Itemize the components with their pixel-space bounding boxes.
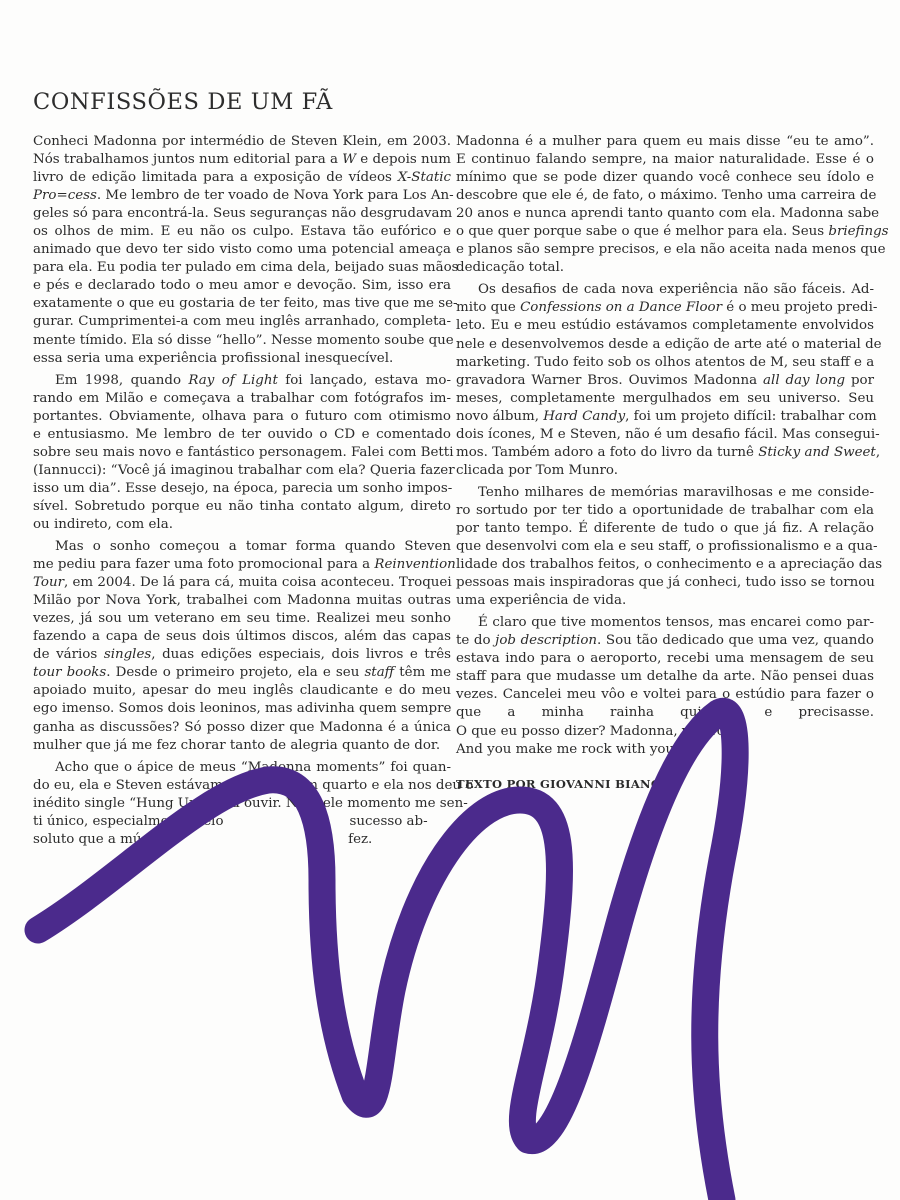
text-run: É claro que tive momentos tensos, mas encarei como par- <box>478 615 874 631</box>
text-run: dedicação total. <box>456 260 564 276</box>
text-line <box>33 759 451 777</box>
italic-term: X-Static <box>397 170 451 186</box>
text-line <box>33 813 451 831</box>
text-line <box>456 520 874 538</box>
text-run: Em 1998, quando <box>55 372 189 388</box>
text-line <box>456 241 886 259</box>
text-run: soluto que a música <box>33 831 169 847</box>
text-line <box>33 646 451 664</box>
text-run: Tenho milhares de memórias maravilhosas e me conside- <box>478 484 874 500</box>
text-run: ou indireto, com ela. <box>33 516 173 532</box>
text-line <box>33 332 454 350</box>
text-line <box>33 831 451 849</box>
italic-term: Hard Candy <box>543 408 626 424</box>
text-line <box>33 241 451 259</box>
italic-term: Ray of Light <box>188 372 278 388</box>
text-run: . Me lembro de ter voado de Nova York para Los An- <box>96 188 454 204</box>
text-run: inédito single “Hung Up” para ouvir. Naquele momento me sen- <box>33 795 468 811</box>
text-run: O que eu posso dizer? Madonna, you rock! <box>456 723 746 739</box>
text-run: meses, completamente mergulhados em seu universo. Seu <box>456 390 874 406</box>
text-line <box>33 205 451 223</box>
italic-term: tour books <box>33 665 107 681</box>
text-line <box>33 277 451 295</box>
text-line <box>33 295 458 313</box>
text-run: Acho que o ápice de meus “Madonna moments” foi quan- <box>55 759 451 775</box>
text-run: descobre que ele é, de fato, o máximo. Tenho uma carreira de <box>456 188 877 204</box>
text-line <box>33 795 468 813</box>
text-run: Conheci Madonna por intermédio de Steven Klein, em 2003. <box>33 134 451 149</box>
text-run: essa seria uma experiência profissional inesquecível. <box>33 350 394 366</box>
text-line <box>33 737 451 755</box>
text-line <box>456 592 874 610</box>
text-run: livro de edição limitada para a exposição de vídeos <box>33 170 398 186</box>
text-line <box>456 462 874 480</box>
text-run: novo álbum, <box>456 408 544 424</box>
text-run: por <box>845 372 874 388</box>
text-run: isso um dia”. Esse desejo, na época, parecia um sonho impos- <box>33 480 453 496</box>
text-run: mente tímido. Ela só disse “hello”. Nesse momento soube que <box>33 332 454 348</box>
text-run: staff para que mudasse um detalhe da arte. Não pensei duas <box>456 669 874 685</box>
text-run: Nós trabalhamos juntos num editorial para a <box>33 152 343 168</box>
text-run: do eu, ela e Steven estávamos juntos num quarto e ela nos deu o <box>33 777 474 793</box>
text-line <box>33 516 451 534</box>
text-run: , duas edições especiais, dois livros e três <box>151 647 451 663</box>
italic-term: Tour <box>33 575 64 591</box>
text-run: de vários <box>33 647 104 663</box>
text-line <box>456 614 874 632</box>
text-run: , <box>875 444 881 460</box>
text-line <box>456 169 874 187</box>
italic-term: briefings <box>828 224 889 240</box>
text-run: mínimo que se pode dizer quando você conhece seu ídolo e <box>456 170 874 186</box>
italic-term: W <box>342 152 356 168</box>
text-run: E continuo falando sempre, na maior naturalidade. Esse é o <box>456 152 874 168</box>
text-run: e planos são sempre precisos, e ela não aceita nada menos que <box>456 242 886 258</box>
text-line <box>456 556 883 574</box>
text-run: animado que devo ter sido visto como uma potencial ameaça <box>33 242 451 258</box>
text-line <box>33 151 451 169</box>
text-line <box>456 281 874 299</box>
text-run: Os desafios de cada nova experiência não são fáceis. Ad- <box>478 282 874 298</box>
text-line <box>33 719 451 737</box>
text-line <box>33 372 451 390</box>
text-run: têm me <box>394 665 452 681</box>
text-run: leto. Eu e meu estúdio estávamos completamente envolvidos <box>456 318 874 334</box>
text-run: foi lançado, estava mo- <box>277 372 451 388</box>
text-run: ego imenso. Somos dois leoninos, mas adivinha quem sempre <box>33 701 452 717</box>
text-run: pessoas mais inspiradoras que já conheci, tudo isso se tornou <box>456 575 875 591</box>
text-run: que a minha rainha quisesse e precisasse. <box>456 705 874 721</box>
text-run: ti único, especialmente pelo <box>33 813 224 829</box>
text-line <box>456 259 874 277</box>
text-line <box>456 668 874 686</box>
text-run: mos. Também adoro a foto do livro da turnê <box>456 444 759 460</box>
text-line <box>456 538 878 556</box>
text-run: , em 2004. De lá para cá, muita coisa aconteceu. Troquei <box>63 575 452 591</box>
text-line <box>33 777 474 795</box>
text-line <box>456 650 874 668</box>
text-line <box>456 502 874 520</box>
italic-term: singles <box>103 647 152 663</box>
text-run: gurar. Cumprimentei-a com meu inglês arranhado, completa- <box>33 314 451 330</box>
text-run: exatamente o que eu gostaria de ter feito, mas tive que me se- <box>33 296 458 312</box>
text-line <box>33 480 451 498</box>
italic-term: Confessions on a Dance Floor <box>520 300 723 316</box>
text-line <box>33 169 451 187</box>
text-run: . Desde o primeiro projeto, ela e seu <box>106 665 365 681</box>
text-line <box>456 187 877 205</box>
text-run: geles só para encontrá-la. Seus seguranças não desgrudavam <box>33 206 453 222</box>
text-run: que desenvolvi com ela e seu staff, o profissionalismo e a qua- <box>456 539 878 555</box>
text-run: lidade dos trabalhos feitos, o conhecimento e a apreciação das <box>456 557 883 573</box>
text-line <box>456 574 874 592</box>
text-run: ganha as discussões? Só posso dizer que Madonna é a única <box>33 719 451 735</box>
text-run: apoiado muito, apesar do meu inglês claudicante e do meu <box>33 683 451 699</box>
text-line <box>456 299 878 317</box>
text-run: marketing. Tudo feito sob os olhos atentos de M, seu staff e a <box>456 354 875 370</box>
text-line <box>33 628 451 646</box>
text-run: mulher que já me fez chorar tanto de alegria quanto de dor. <box>33 737 441 753</box>
text-run: Mas o sonho começou a tomar forma quando Steven <box>55 539 451 555</box>
text-line <box>33 498 451 516</box>
text-run: clicada por Tom Munro. <box>456 462 619 478</box>
text-run: e pés e declarado todo o meu amor e devoção. Sim, isso era <box>33 278 451 294</box>
text-line <box>456 336 882 354</box>
text-line <box>456 484 874 502</box>
italic-term: Sticky and Sweet <box>758 444 876 460</box>
italic-term: Reinvention <box>374 557 456 573</box>
text-line <box>33 390 451 408</box>
text-line <box>33 682 451 700</box>
text-line <box>456 372 874 390</box>
text-run: os olhos de mim. E eu não os culpo. Estava tão eufórico e <box>33 224 451 240</box>
text-run: Madonna é a mulher para quem eu mais disse “eu te amo”. <box>456 134 874 149</box>
text-line <box>456 426 880 444</box>
text-run: estava indo para o aeroporto, recebi uma mensagem de seu <box>456 651 874 667</box>
text-run: e depois num <box>356 152 451 168</box>
text-line <box>33 574 451 592</box>
text-line <box>456 133 874 151</box>
text-line <box>456 444 881 462</box>
article-title: CONFISSÕES DE UM FÃ <box>33 89 333 115</box>
text-line <box>456 151 874 169</box>
text-run: vezes, já sou um veterano em seu time. Realizei meu sonho <box>33 611 451 627</box>
text-run: , foi um projeto difícil: trabalhar com <box>625 408 877 424</box>
text-run: vezes. Cancelei meu vôo e voltei para o estúdio para fazer o <box>456 687 874 703</box>
text-line <box>456 632 874 650</box>
text-line <box>33 350 451 368</box>
text-line <box>33 444 454 462</box>
text-line <box>33 592 451 610</box>
italic-term: staff <box>364 665 395 681</box>
text-line <box>456 741 874 759</box>
text-line <box>33 700 451 718</box>
left-column <box>33 133 474 849</box>
text-run: e entusiasmo. Me lembro de ter ouvido o CD e comentado <box>33 426 451 442</box>
text-run: rando em Milão e começava a trabalhar com fotógrafos im- <box>33 390 451 406</box>
text-run: te do <box>456 633 496 649</box>
text-line <box>456 354 874 372</box>
text-run: mito que <box>456 300 521 316</box>
text-run: sível. Sobretudo porque eu não tinha contato algum, direto <box>33 498 451 514</box>
text-run: para ela. Eu podia ter pulado em cima dela, beijado suas mãos <box>33 260 459 276</box>
text-line <box>33 259 459 277</box>
text-line <box>456 317 874 335</box>
text-run: And you make me rock with you. <box>456 741 679 757</box>
text-run: fazendo a capa de seus dois últimos discos, além das capas <box>33 629 451 645</box>
text-run: . Sou tão dedicado que uma vez, quando <box>597 633 874 649</box>
text-line <box>33 313 451 331</box>
text-run: sucesso ab- <box>349 813 428 829</box>
text-line <box>33 187 454 205</box>
text-run: fez. <box>348 831 373 847</box>
text-line <box>456 223 889 241</box>
text-line <box>33 610 451 628</box>
text-line <box>456 205 880 223</box>
text-run: (Iannucci): “Você já imaginou trabalhar com ela? Queria fazer <box>33 462 455 478</box>
text-line <box>33 133 451 151</box>
italic-term: Pro=cess <box>33 188 97 204</box>
text-run: por tanto tempo. É diferente de tudo o que já fiz. A relação <box>456 520 874 536</box>
text-line <box>456 723 874 741</box>
text-run: Milão por Nova York, trabalhei com Madonna muitas outras <box>33 593 451 609</box>
text-line <box>456 704 874 722</box>
text-line <box>456 686 874 704</box>
author-credit: TEXTO POR GIOVANNI BIANCO <box>456 776 671 791</box>
text-run: me pediu para fazer uma foto promocional para a <box>33 557 375 573</box>
text-run: dois ícones, M e Steven, não é um desafio fácil. Mas consegui- <box>456 426 880 442</box>
text-line <box>33 223 451 241</box>
text-line <box>456 408 877 426</box>
italic-term: job description <box>495 633 598 649</box>
text-run: 20 anos e nunca aprendi tanto quanto com ela. Madonna sabe <box>456 206 880 222</box>
text-line <box>33 556 456 574</box>
text-run: o que quer porque sabe o que é melhor para ela. Seus <box>456 224 829 240</box>
text-run: gravadora Warner Bros. Ouvimos Madonna <box>456 372 764 388</box>
text-line <box>456 390 874 408</box>
text-line <box>33 538 451 556</box>
text-run: uma experiência de vida. <box>456 593 627 609</box>
text-line <box>33 408 451 426</box>
text-run: portantes. Obviamente, olhava para o futuro com otimismo <box>33 408 451 424</box>
italic-term: all day long <box>763 372 846 388</box>
right-column <box>456 133 889 793</box>
text-run: é o meu projeto predi- <box>722 300 878 316</box>
text-run: ro sortudo por ter tido a oportunidade de trabalhar com ela <box>456 502 874 518</box>
text-run: sobre seu mais novo e fantástico personagem. Falei com Betti <box>33 444 454 460</box>
text-line <box>33 462 455 480</box>
text-run: nele e desenvolvemos desde a edição de arte até o material de <box>456 336 882 352</box>
text-line <box>33 664 451 682</box>
text-line <box>33 426 451 444</box>
